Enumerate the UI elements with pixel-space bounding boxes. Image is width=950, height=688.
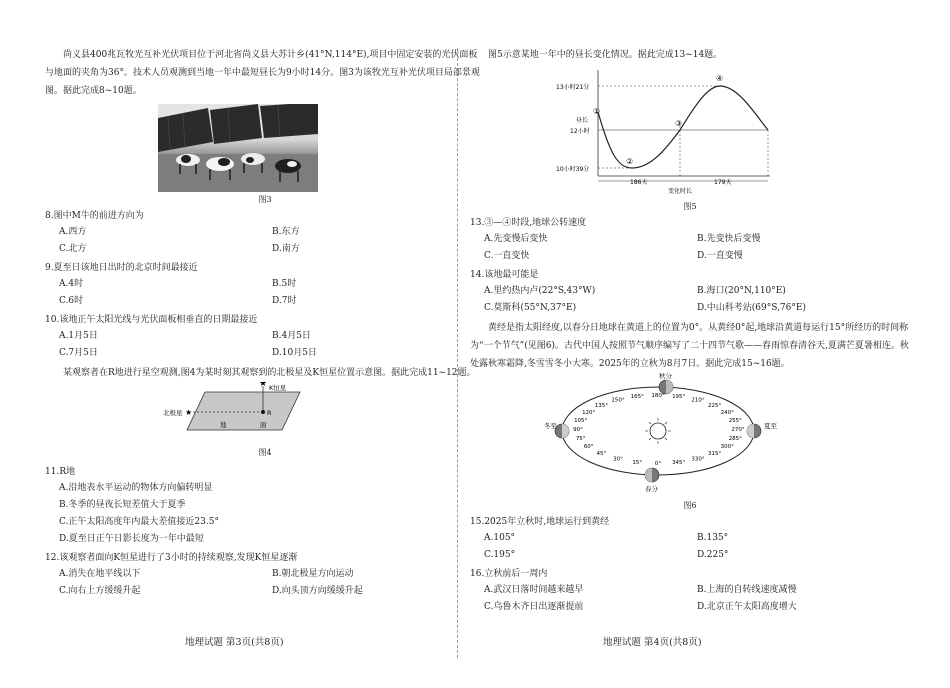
q14-option-d[interactable]: D.中山科考站(69°S,76°E) — [697, 303, 806, 314]
fig4-caption: 图4 — [258, 448, 272, 458]
intro-15-16: 黄经是指太阳经度,以春分日地球在黄道上的位置为0°。从黄经0°起,地球沿黄道每运行15°所经历的时间称为“一个节气”(见图6)。古代中国人按照节气顺序编写了二十四节气歌——春雨惊春清谷天,夏满芒夏暑相连。秋处露秋寒霜降,冬雪雪冬小大寒。2025年的立秋为8月7日。据此完成15~16题。 — [470, 323, 909, 370]
question-14: 14.该地最可能是 — [470, 270, 539, 281]
earth-summer-icon — [747, 424, 761, 438]
q16-option-b[interactable]: B.上海的自转线速度减慢 — [697, 585, 797, 596]
q9-option-d[interactable]: D.7时 — [272, 296, 297, 307]
q15-options — [470, 530, 910, 564]
fig5-y-mid: 12小时 — [570, 128, 590, 135]
q13-option-a[interactable]: A.先变慢后变快 — [484, 234, 548, 245]
fig6-label-winter: 冬至 — [544, 422, 557, 431]
q8-option-b[interactable]: B.东方 — [272, 227, 300, 238]
fig5-y-top: 13小时21分 — [556, 84, 590, 91]
fig6-angle-label: 30° — [613, 456, 623, 463]
question-13: 13.③—④时段,地球公转速度 — [470, 218, 587, 229]
q15-option-c[interactable]: C.195° — [484, 550, 516, 561]
q13-option-b[interactable]: B.先变快后变慢 — [697, 234, 761, 245]
q12-option-b[interactable]: B.朝北极星方向运动 — [272, 569, 354, 580]
fig5-y-title: 昼长 — [576, 117, 589, 124]
earth-autumn-icon — [659, 380, 673, 394]
fig6-orbit-diagram — [470, 373, 910, 493]
q16-option-c[interactable]: C.乌鲁木齐日出逐渐提前 — [484, 602, 584, 613]
q15-option-b[interactable]: B.135° — [697, 533, 729, 544]
fig6-label-spring: 春分 — [645, 485, 658, 494]
q14-option-c[interactable]: C.莫斯科(55°N,37°E) — [484, 303, 577, 314]
q15-option-a[interactable]: A.105° — [484, 533, 516, 544]
q13-options — [470, 231, 910, 265]
q16-option-a[interactable]: A.武汉日落时间越来越早 — [484, 585, 584, 596]
fig6-angle-label: 120° — [582, 410, 596, 417]
fig3-photo — [158, 104, 318, 192]
q11-option-a[interactable]: A.沿地表水平运动的物体方向偏转明显 — [59, 483, 213, 494]
fig6-angle-label: 60° — [583, 444, 594, 451]
q10-option-c[interactable]: C.7月5日 — [59, 348, 98, 359]
question-9: 9.夏至日该地日出时的北京时间最接近 — [45, 263, 198, 274]
left-footer: 地理试题 第3页(共8页) — [185, 637, 284, 648]
q8-option-c[interactable]: C.北方 — [59, 244, 87, 255]
fig5-point-4: ④ — [716, 74, 724, 83]
fig6-angle-label: 90° — [573, 427, 583, 434]
question-8: 8.图中M牛的前进方向为 — [45, 211, 144, 222]
q12-option-d[interactable]: D.向头顶方向缓缓升起 — [272, 586, 363, 597]
q14-option-b[interactable]: B.海口(20°N,110°E) — [697, 286, 786, 297]
r-point — [261, 410, 265, 414]
question-16: 16.立秋前后一周内 — [470, 569, 548, 580]
fig6-angle-label: 345° — [672, 459, 686, 466]
ground-label-1: 地 — [220, 421, 227, 430]
fig4-diagram — [45, 382, 485, 440]
fig5-point-3: ③ — [675, 119, 683, 128]
fig5-point-1: ① — [593, 107, 601, 116]
fig6-caption: 图6 — [683, 500, 697, 510]
left-column — [45, 46, 485, 600]
q13-option-d[interactable]: D.一直变慢 — [697, 251, 743, 262]
polaris-label: 北极星 — [163, 409, 183, 418]
q11-options — [45, 480, 485, 548]
k-star-icon: ★ — [259, 382, 268, 390]
fig6-angle-label: 75° — [575, 435, 586, 442]
q14-options — [470, 283, 910, 317]
q8-options — [45, 224, 485, 258]
fig6-angle-label: 300° — [720, 444, 734, 451]
sun-icon — [645, 418, 671, 444]
q10-option-d[interactable]: D.10月5日 — [272, 348, 317, 359]
q15-option-d[interactable]: D.225° — [697, 550, 729, 561]
k-star-label: K恒星 — [269, 384, 287, 393]
fig5-caption: 图5 — [683, 201, 697, 211]
fig6-angle-label: 240° — [720, 410, 734, 417]
r-label: R — [267, 409, 272, 418]
q11-option-c[interactable]: C.正午太阳高度年内最大差值接近23.5° — [59, 517, 219, 528]
fig6-angle-label: 0° — [654, 461, 662, 468]
fig6-angle-label: 15° — [632, 459, 643, 466]
fig6-angle-label: 270° — [731, 427, 745, 434]
fig6-angle-label: 225° — [707, 403, 722, 410]
q10-option-a[interactable]: A.1月5日 — [59, 331, 98, 342]
polaris-icon: ★ — [185, 408, 193, 418]
fig6-label-summer: 夏至 — [764, 422, 777, 431]
fig6-angle-label: 105° — [574, 418, 588, 425]
fig6-angle-label: 195° — [672, 394, 686, 401]
earth-winter-icon — [555, 424, 569, 438]
q9-options — [45, 276, 485, 310]
fig6-label-autumn: 秋分 — [659, 373, 672, 381]
q9-option-c[interactable]: C.6时 — [59, 296, 84, 307]
q11-option-b[interactable]: B.冬季的昼夜长短差值大于夏季 — [59, 500, 186, 511]
fig5-y-bot: 10小时39分 — [556, 166, 590, 173]
question-15: 15.2025年立秋时,地球运行到黄经 — [470, 517, 610, 528]
fig5-daylength-curve — [598, 86, 768, 168]
solar-panel-cattle-illustration — [158, 104, 318, 192]
intro-13-14: 图5示意某地一年中的昼长变化情况。据此完成13~14题。 — [488, 50, 723, 60]
fig6-angle-label: 315° — [707, 451, 722, 458]
ground-label-2: 面 — [260, 421, 267, 430]
fig6-angle-label: 255° — [728, 418, 742, 425]
question-11: 11.R地 — [45, 467, 76, 478]
fig6-angle-label: 330° — [691, 456, 705, 463]
fig6-angle-label: 150° — [611, 397, 625, 404]
fig6-angle-label: 285° — [728, 435, 742, 442]
intro-11-12: 某观察者在R地进行星空观测,图4为某时刻其观察到的北极星及K恒星位置示意图。据此完成11~12题。 — [63, 368, 476, 379]
question-12: 12.该观察者面向K恒星进行了3小时的持续观察,发现K恒星逐渐 — [45, 553, 298, 564]
fig5-span-1: 186天 — [630, 179, 648, 186]
right-column — [470, 46, 910, 616]
fig6-angle-label: 210° — [691, 397, 705, 404]
question-10: 10.该地正午太阳光线与光伏面板相垂直的日期最接近 — [45, 315, 258, 326]
q16-option-d[interactable]: D.北京正午太阳高度增大 — [697, 602, 797, 613]
q9-option-a[interactable]: A.4时 — [59, 279, 84, 290]
q8-option-a[interactable]: A.西方 — [59, 227, 87, 238]
q10-options — [45, 328, 485, 362]
q11-option-d[interactable]: D.夏至日正午日影长度为一年中最短 — [59, 534, 204, 545]
right-footer: 地理试题 第4页(共8页) — [603, 637, 702, 648]
fig6-angle-label: 180° — [651, 393, 665, 400]
q8-option-d[interactable]: D.南方 — [272, 244, 300, 255]
fig6-angle-label: 45° — [596, 451, 607, 458]
q13-option-c[interactable]: C.一直变快 — [484, 251, 530, 262]
fig5-chart — [470, 64, 910, 194]
fig5-span-2: 179天 — [714, 179, 732, 186]
fig6-angle-label: 165° — [630, 394, 644, 401]
q14-option-a[interactable]: A.里约热内卢(22°S,43°W) — [484, 286, 596, 297]
earth-spring-icon — [645, 468, 659, 482]
fig5-point-2: ② — [626, 157, 634, 166]
fig6-angle-label: 135° — [594, 403, 609, 410]
q12-option-a[interactable]: A.消失在地平线以下 — [59, 569, 141, 580]
q16-options — [470, 582, 910, 616]
q10-option-b[interactable]: B.4月5日 — [272, 331, 311, 342]
fig5-x-title: 变化时长 — [668, 188, 693, 194]
fig6-angle-labels — [573, 393, 745, 467]
q9-option-b[interactable]: B.5时 — [272, 279, 297, 290]
intro-8-10: 尚义县400兆瓦牧光互补光伏项目位于河北省尚义县大苏计乡(41°N,114°E),项目中固定安装的光伏面板与地面的夹角为36°。技术人员观测到当地一年中最短昼长为9小时14分。图3为该牧光互补光伏项目局部景观图。据此完成8~10题。 — [45, 50, 480, 96]
q12-option-c[interactable]: C.向右上方缓缓升起 — [59, 586, 141, 597]
fig3-caption: 图3 — [258, 195, 272, 204]
q12-options — [45, 566, 485, 600]
